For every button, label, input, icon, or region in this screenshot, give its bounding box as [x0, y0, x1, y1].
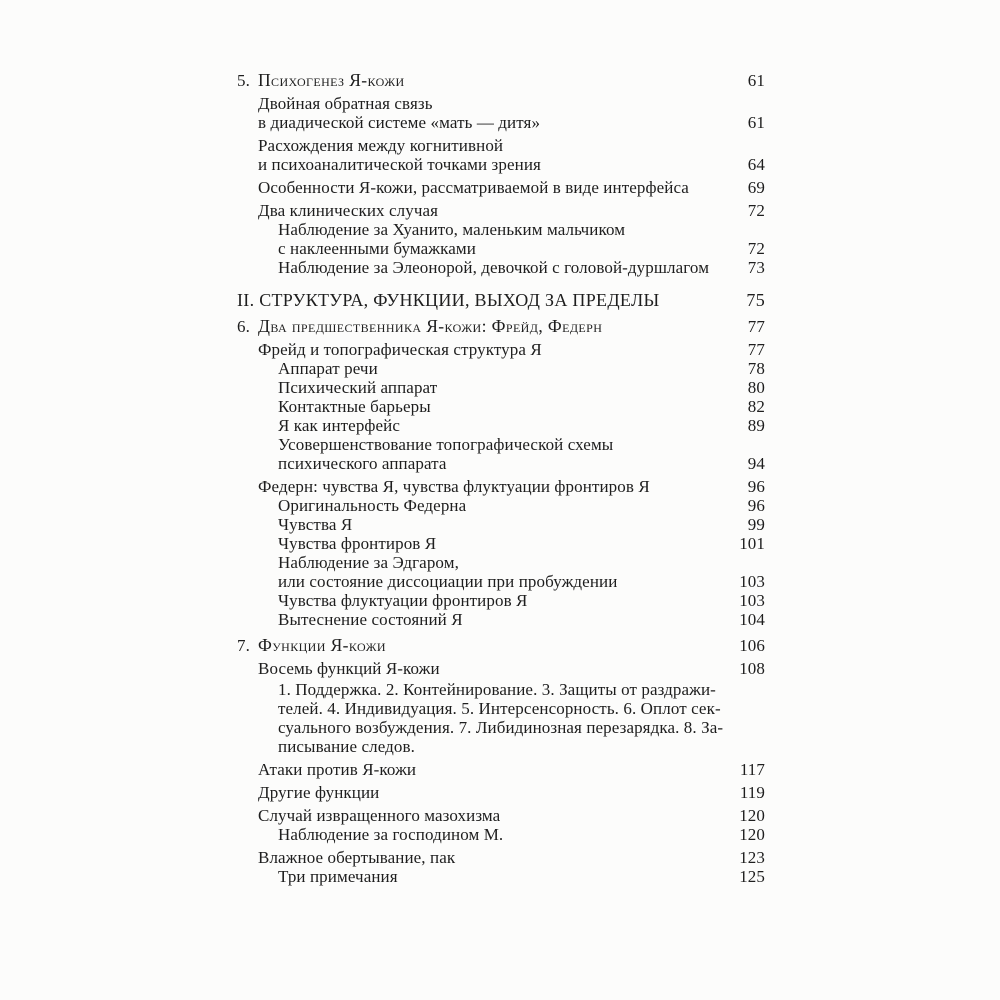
- toc-entry-title: 1. Поддержка. 2. Контейнирование. 3. Защиты от раздражи-: [278, 680, 716, 699]
- toc-entry-title: Наблюдение за Эдгаром,: [278, 553, 459, 572]
- toc-line: [258, 155, 765, 174]
- chapter-number: 6.: [237, 317, 250, 336]
- toc-entry-title: Наблюдение за Хуанито, маленьким мальчиком: [278, 220, 626, 239]
- toc-line: [237, 317, 765, 336]
- toc-entry-l2: [278, 515, 765, 534]
- page-number: 106: [739, 636, 765, 655]
- toc-entry-title: телей. 4. Индивидуация. 5. Интерсенсорность. 6. Оплот сек-: [278, 699, 721, 718]
- toc-entry-title: Случай извращенного мазохизма: [258, 806, 501, 825]
- chapter-number: 7.: [237, 636, 250, 655]
- toc-entry-l2: [278, 359, 765, 378]
- toc-entry-chapter: [237, 317, 765, 336]
- toc-line: [278, 359, 765, 378]
- page-number: 75: [746, 290, 765, 310]
- toc-entry-title: Оригинальность Федерна: [278, 496, 467, 515]
- page-number: 99: [747, 515, 765, 534]
- toc-entry-l1: [258, 760, 765, 779]
- page-number: 123: [739, 848, 765, 867]
- toc-entry-title: Вытеснение состояний Я: [278, 610, 463, 629]
- toc-entry-l1: [258, 136, 765, 174]
- toc-entry-title: Усовершенствование топографической схемы: [278, 435, 614, 454]
- toc-entry-l2: [278, 591, 765, 610]
- toc-entry-title: Два клинических случая: [258, 201, 439, 220]
- toc-entry-l2: [278, 378, 765, 397]
- toc-entry-l2: [278, 258, 765, 277]
- toc-entry-title: суального возбуждения. 7. Либидинозная перезарядка. 8. За-: [278, 718, 724, 737]
- page-number: 73: [747, 258, 765, 277]
- toc-entry-title: Двойная обратная связь: [258, 94, 433, 113]
- toc-line: [278, 220, 765, 239]
- page-number: 108: [739, 659, 765, 678]
- toc-line: [278, 397, 765, 416]
- toc-entry-title: или состояние диссоциации при пробуждении: [278, 572, 618, 591]
- toc-line: [278, 534, 765, 553]
- toc-entry-title: Расхождения между когнитивной: [258, 136, 504, 155]
- toc-line: [278, 378, 765, 397]
- toc-entry-title: Контактные барьеры: [278, 397, 431, 416]
- page-number: 96: [747, 496, 765, 515]
- toc-line: [237, 291, 765, 310]
- page-number: 117: [739, 760, 765, 779]
- page-number: 69: [747, 178, 765, 197]
- toc-entry-l1: [258, 806, 765, 825]
- chapter-number: 5.: [237, 71, 250, 90]
- toc-line: [278, 496, 765, 515]
- toc-line: [237, 71, 765, 90]
- toc-line: [278, 867, 765, 886]
- page-number: 120: [739, 806, 765, 825]
- toc-entry-title: Восемь функций Я-кожи: [258, 659, 440, 678]
- page-number: 80: [747, 378, 765, 397]
- toc-line: [258, 178, 765, 197]
- toc-line: [258, 201, 765, 220]
- page-number: 120: [739, 825, 765, 844]
- toc-entry-title: Федерн: чувства Я, чувства флуктуации фронтиров Я: [258, 477, 650, 496]
- toc-line: [258, 659, 765, 678]
- toc-entry-title: Особенности Я-кожи, рассматриваемой в виде интерфейса: [258, 178, 689, 197]
- toc-entry-l1: [258, 178, 765, 197]
- toc-entry-title: II. СТРУКТУРА, ФУНКЦИИ, ВЫХОД ЗА ПРЕДЕЛЫ: [237, 290, 660, 310]
- toc-entry-l2: [278, 610, 765, 629]
- toc-entry-title: в диадической системе «мать — дитя»: [258, 113, 541, 132]
- page-number: 125: [739, 867, 765, 886]
- page-number: 77: [747, 340, 765, 359]
- toc-entry-title: Аппарат речи: [278, 359, 378, 378]
- toc-entry-l2: [278, 220, 765, 258]
- page-number: 101: [739, 534, 765, 553]
- toc-list: [237, 71, 765, 886]
- toc-entry-l1: [258, 783, 765, 802]
- page-number: 103: [739, 591, 765, 610]
- toc-entry-l2: [278, 867, 765, 886]
- toc-entry-title: Чувства фронтиров Я: [278, 534, 437, 553]
- toc-line: [258, 477, 765, 496]
- toc-line: [258, 760, 765, 779]
- toc-entry-title: Я как интерфейс: [278, 416, 401, 435]
- page-number: 61: [747, 71, 765, 90]
- toc-line: [258, 783, 765, 802]
- page-number: 64: [747, 155, 765, 174]
- page-number: 78: [747, 359, 765, 378]
- toc-entry-l1: [258, 94, 765, 132]
- toc-line: [278, 825, 765, 844]
- toc-line: [278, 416, 765, 435]
- toc-line: [258, 848, 765, 867]
- toc-line: [278, 591, 765, 610]
- toc-entry-l1: [258, 201, 765, 220]
- toc-line: [278, 737, 765, 756]
- toc-line: [278, 239, 765, 258]
- toc-entry-title: психического аппарата: [278, 454, 447, 473]
- page-number: 103: [739, 572, 765, 591]
- toc-entry-l1: [258, 477, 765, 496]
- toc-entry-title: Функции Я-кожи: [258, 635, 386, 655]
- toc-line: [278, 699, 765, 718]
- page-number: 82: [747, 397, 765, 416]
- toc-entry-title: Три примечания: [278, 867, 398, 886]
- toc-line: [278, 610, 765, 629]
- toc-entry-l2: [278, 416, 765, 435]
- toc-entry-title: Фрейд и топографическая структура Я: [258, 340, 542, 359]
- toc-line: [237, 636, 765, 655]
- toc-entry-l2: [278, 534, 765, 553]
- toc-line: [278, 553, 765, 572]
- toc-entry-l2: [278, 397, 765, 416]
- toc-entry-l1: [258, 848, 765, 867]
- toc-entry-title: Другие функции: [258, 783, 380, 802]
- toc-line: [258, 340, 765, 359]
- toc-line: [278, 515, 765, 534]
- toc-line: [278, 718, 765, 737]
- toc-entry-title: Чувства флуктуации фронтиров Я: [278, 591, 528, 610]
- toc-entry-title: Два предшественника Я-кожи: Фрейд, Федерн: [258, 316, 603, 336]
- toc-entry-l2: [278, 496, 765, 515]
- page-number: 104: [739, 610, 765, 629]
- toc-line: [278, 435, 765, 454]
- page-number: 61: [747, 113, 765, 132]
- toc-entry-title: Наблюдение за господином М.: [278, 825, 504, 844]
- toc-entry-chapter: [237, 71, 765, 90]
- toc-line: [258, 136, 765, 155]
- page-number: 94: [747, 454, 765, 473]
- toc-entry-title: Чувства Я: [278, 515, 353, 534]
- page-number: 96: [747, 477, 765, 496]
- page-number: 72: [747, 201, 765, 220]
- toc-entry-desc: [278, 680, 765, 756]
- toc-entry-title: Психогенез Я-кожи: [258, 70, 405, 90]
- toc-entry-l1: [258, 340, 765, 359]
- toc-line: [258, 806, 765, 825]
- page-number: 119: [739, 783, 765, 802]
- toc-entry-title: Наблюдение за Элеонорой, девочкой с головой-дуршлагом: [278, 258, 710, 277]
- toc-line: [258, 94, 765, 113]
- toc-entry-title: Психический аппарат: [278, 378, 438, 397]
- page-number: 77: [747, 317, 765, 336]
- toc-entry-part: [237, 291, 765, 310]
- toc-entry-l2: [278, 553, 765, 591]
- toc-line: [278, 454, 765, 473]
- toc-entry-l2: [278, 825, 765, 844]
- toc-line: [278, 258, 765, 277]
- toc-entry-chapter: [237, 636, 765, 655]
- toc-line: [258, 113, 765, 132]
- toc-entry-title: Влажное обертывание, пак: [258, 848, 456, 867]
- toc-entry-title: и психоаналитической точками зрения: [258, 155, 541, 174]
- page-number: 89: [747, 416, 765, 435]
- toc-line: [278, 680, 765, 699]
- toc-entry-title: с наклеенными бумажками: [278, 239, 476, 258]
- page-number: 72: [747, 239, 765, 258]
- toc-entry-title: Атаки против Я-кожи: [258, 760, 417, 779]
- toc-line: [278, 572, 765, 591]
- toc-entry-title: писывание следов.: [278, 737, 415, 756]
- toc-entry-l2: [278, 435, 765, 473]
- toc-entry-l1: [258, 659, 765, 678]
